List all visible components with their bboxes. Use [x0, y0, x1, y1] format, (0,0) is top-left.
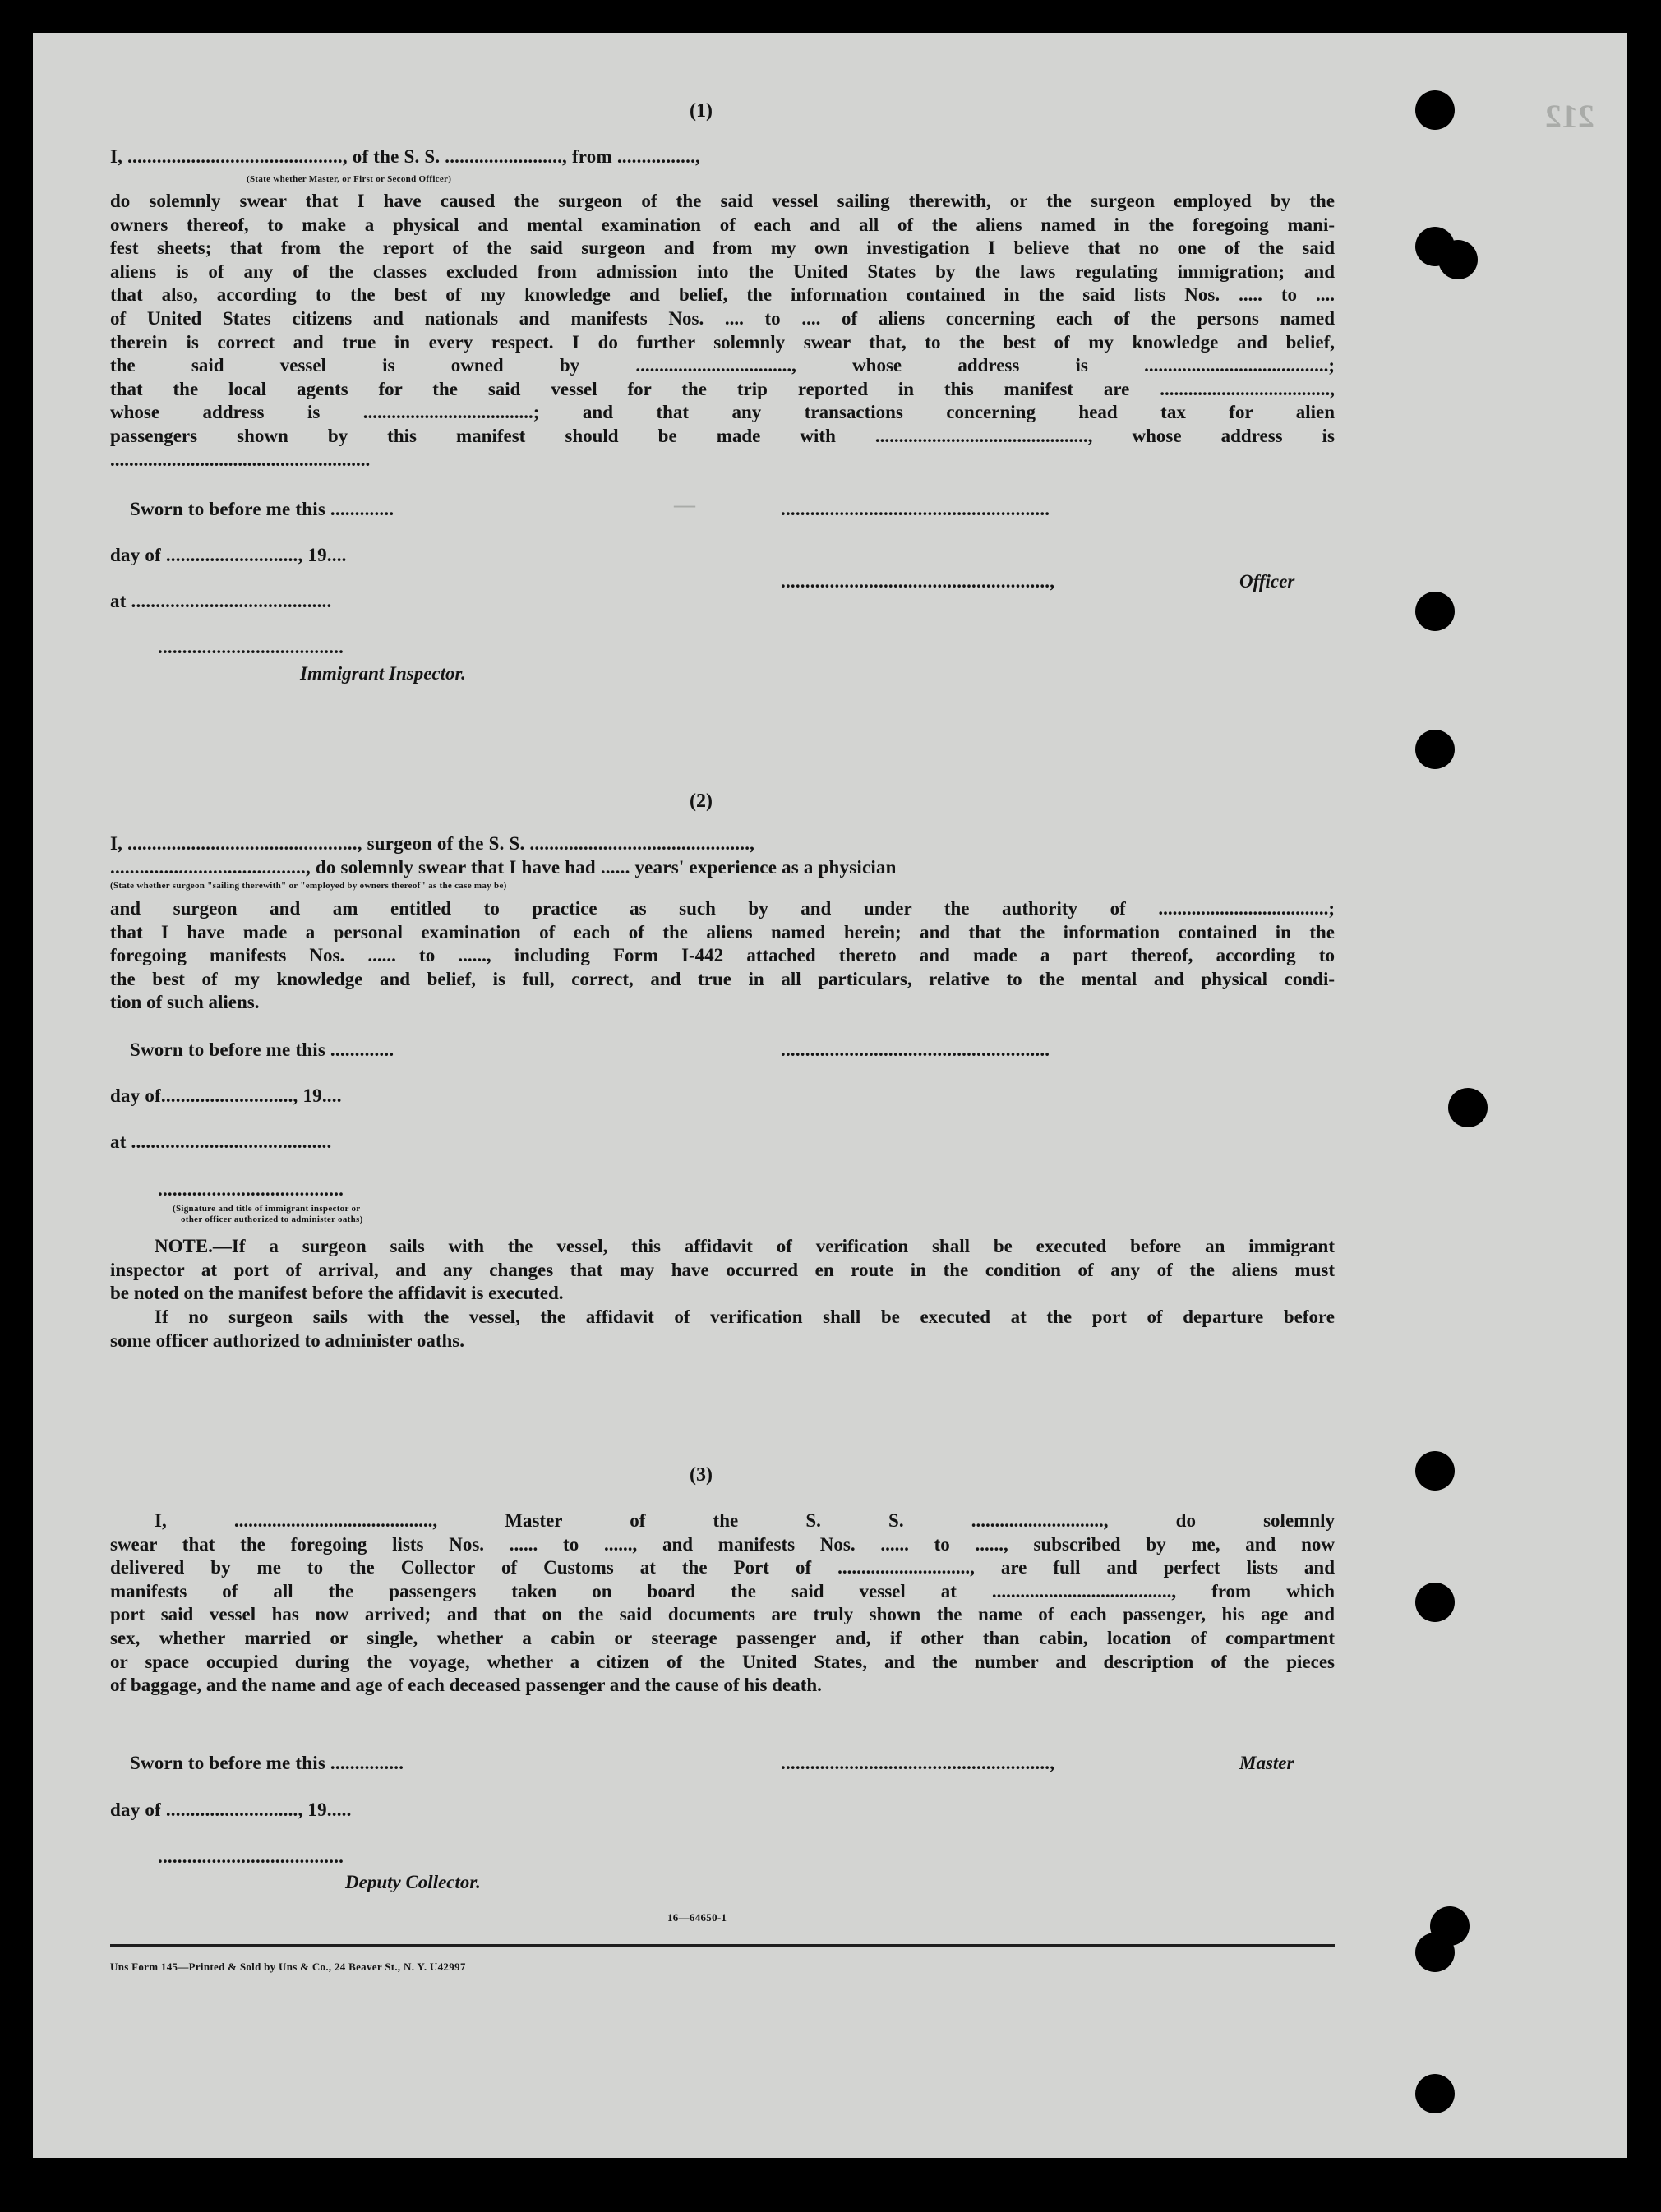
paragraph-line: the best of my knowledge and belief, is full, correct, and true in all particulars, relative to the mental and physical condi-	[110, 968, 1335, 989]
section-2-affidavit-paragraph	[110, 897, 1335, 1015]
punch-hole	[1415, 2074, 1455, 2113]
paragraph-line: do solemnly swear that I have caused the surgeon of the said vessel sailing therewith, or the surgeon employed by the	[110, 191, 1335, 211]
punch-hole	[1415, 1933, 1455, 1972]
paragraph-line: If no surgeon sails with the vessel, the affidavit of verification shall be executed at the port of departure before	[155, 1306, 1335, 1327]
bleed-through-mark: 212	[1545, 98, 1594, 135]
signature-caption: (Signature and title of immigrant inspector or	[173, 1204, 361, 1214]
inspector-signature-line: ......................................	[158, 1179, 344, 1200]
paragraph-line: .......................................................	[110, 449, 371, 470]
section-3-affidavit-paragraph	[110, 1509, 1335, 1698]
paragraph-line: delivered by me to the Collector of Customs at the Port of ............................, are full and perfect lists and	[110, 1557, 1335, 1578]
paragraph-line: of United States citizens and nationals and manifests Nos. .... to .... of aliens concerning each of the persons named	[110, 307, 1335, 329]
collector-signature-line: ......................................	[158, 1846, 344, 1867]
officer-signature-line: .......................................................,	[781, 571, 1055, 592]
paragraph-line: whose address is ....................................; and that any transactions concerning head tax for alien	[110, 402, 1335, 423]
punch-hole	[1415, 730, 1455, 769]
master-caption: Master	[1239, 1753, 1294, 1773]
master-signature-line: .......................................................,	[781, 1753, 1055, 1773]
form-code: 16—64650-1	[667, 1911, 727, 1924]
collector-caption: Deputy Collector.	[345, 1872, 481, 1892]
paragraph-line: swear that the foregoing lists Nos. ...... to ......, and manifests Nos. ...... to ......, subscribed by me, and now	[110, 1533, 1335, 1555]
signature-caption: other officer authorized to administer oaths)	[181, 1214, 363, 1224]
paragraph-line: passengers shown by this manifest should be made with ............................................., whose address is	[110, 425, 1335, 446]
paragraph-line: fest sheets; that from the report of the said surgeon and from my own investigation I believe that no one of the said	[110, 237, 1335, 259]
officer-signature-line: .......................................................	[781, 499, 1050, 519]
paragraph-line: inspector at port of arrival, and any changes that may have occurred en route in the condition of any of the aliens must	[110, 1259, 1335, 1280]
paragraph-line: and surgeon and am entitled to practice as such by and under the authority of ....................................;	[110, 898, 1335, 919]
punch-hole	[1438, 240, 1478, 279]
officer-caption: Officer	[1239, 571, 1295, 592]
section-2-second-line: ........................................, do solemnly swear that I have had ...... years' experience as a physician	[110, 857, 897, 878]
paragraph-line: foregoing manifests Nos. ...... to ......, including Form I-442 attached thereto and made a part thereof, according to	[110, 945, 1335, 966]
surgeon-note: (State whether surgeon "sailing therewith" or "employed by owners thereof" as the case may be)	[110, 881, 507, 891]
section-3-number: (3)	[690, 1464, 713, 1486]
paragraph-line: of baggage, and the name and age of each deceased passenger and the cause of his death.	[110, 1675, 822, 1696]
punch-hole	[1415, 90, 1455, 130]
sworn-line: Sworn to before me this ...............	[130, 1753, 404, 1773]
paragraph-line: aliens is of any of the classes excluded from admission into the United States by the laws regulating immigration; and	[110, 260, 1335, 282]
paragraph-line: be noted on the manifest before the affidavit is executed.	[110, 1283, 564, 1304]
paragraph-line: owners thereof, to make a physical and mental examination of each and all of the aliens named in the foregoing mani-	[110, 214, 1335, 235]
paragraph-line: that I have made a personal examination of each of the aliens named herein; and that the information contained in the	[110, 921, 1335, 942]
master-officer-note: (State whether Master, or First or Second Officer)	[247, 174, 452, 184]
day-line: day of ..........................., 19....	[110, 545, 347, 565]
paragraph-line: some officer authorized to administer oaths.	[110, 1330, 464, 1351]
paragraph-line: or space occupied during the voyage, whether a citizen of the United States, and the number and description of the pieces	[110, 1651, 1335, 1672]
section-1-number: (1)	[690, 100, 713, 122]
day-line: day of ..........................., 19.....	[110, 1800, 352, 1820]
punch-hole	[1415, 1451, 1455, 1491]
at-line: at .........................................	[110, 591, 332, 611]
paragraph-line: I, .........................................., Master of the S. S. ............................, do solemnly	[155, 1510, 1335, 1531]
section-2-number: (2)	[690, 790, 713, 812]
paragraph-line: the said vessel is owned by ................................., whose address is .......................................;	[110, 355, 1335, 376]
punch-hole	[1415, 1583, 1455, 1622]
note-paragraph	[110, 1306, 1335, 1353]
paragraph-line: therein is correct and true in every respect. I do further solemnly swear that, to the best of my knowledge and belief,	[110, 331, 1335, 353]
paragraph-line: that the local agents for the said vessel for the trip reported in this manifest are ....................................,	[110, 378, 1335, 399]
paragraph-line: sex, whether married or single, whether a cabin or steerage passenger and, if other than cabin, location of compartment	[110, 1627, 1335, 1648]
section-1-affidavit-paragraph	[110, 190, 1335, 472]
sworn-line: Sworn to before me this .............	[130, 1039, 394, 1060]
printer-line: Uns Form 145—Printed & Sold by Uns & Co., 24 Beaver St., N. Y. U42997	[110, 1961, 466, 1973]
inspector-signature-line: ......................................	[158, 637, 344, 657]
note-paragraph	[110, 1235, 1335, 1306]
surgeon-signature-line: .......................................................	[781, 1039, 1050, 1060]
paragraph-line: port said vessel has now arrived; and that on the said documents are truly shown the name of each passenger, his age and	[110, 1604, 1335, 1625]
bleed-through-mark: —	[674, 493, 695, 517]
paragraph-line: NOTE.—If a surgeon sails with the vessel, this affidavit of verification shall be executed before an immigrant	[155, 1236, 1335, 1256]
footer-divider	[110, 1944, 1335, 1947]
paragraph-line: tion of such aliens.	[110, 992, 260, 1013]
sworn-line: Sworn to before me this .............	[130, 499, 394, 519]
inspector-caption: Immigrant Inspector.	[300, 663, 466, 684]
paragraph-line: manifests of all the passengers taken on board the said vessel at ......................................, from which	[110, 1580, 1335, 1601]
day-line: day of..........................., 19....	[110, 1085, 342, 1106]
punch-hole	[1448, 1088, 1488, 1127]
document-page	[33, 33, 1627, 2158]
section-1-opening-line: I, ............................................, of the S. S. ........................, from ................,	[110, 146, 700, 167]
paragraph-line: that also, according to the best of my knowledge and belief, the information contained in the said lists Nos. ..... to ....	[110, 284, 1335, 306]
at-line: at .........................................	[110, 1131, 332, 1152]
punch-hole	[1415, 592, 1455, 631]
section-2-opening-line: I, ..............................................., surgeon of the S. S. .............................................,	[110, 833, 755, 854]
